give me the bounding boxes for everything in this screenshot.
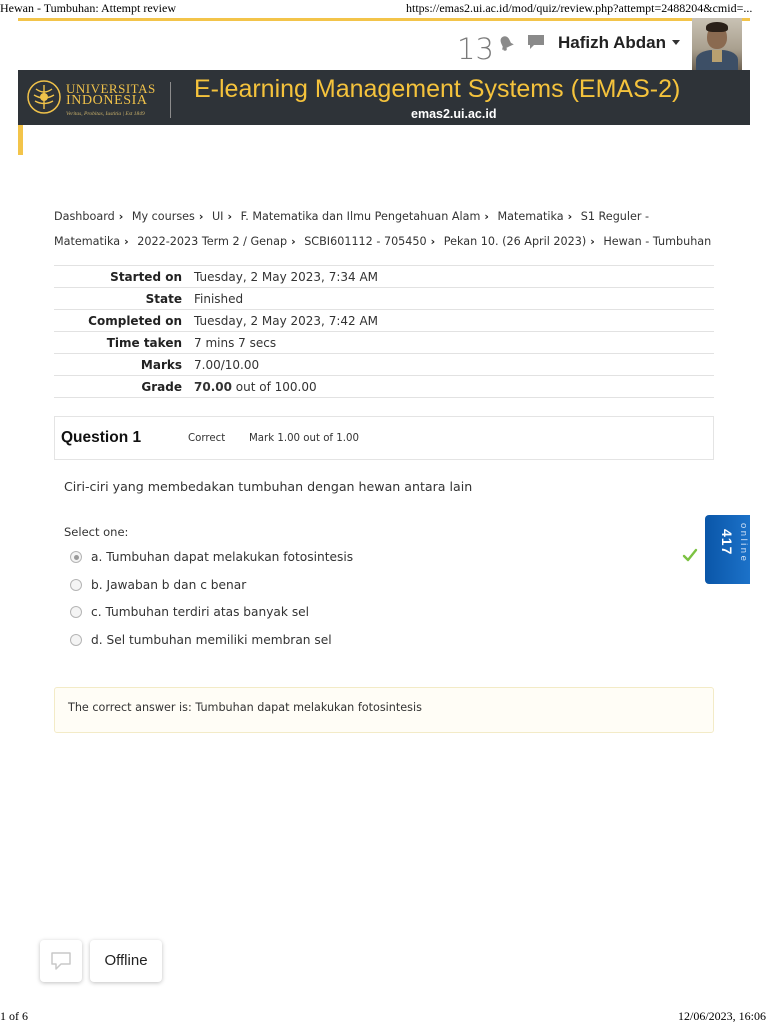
chat-status-offline[interactable]: Offline [90,940,162,982]
logo-text-universitas: UNIVERSITAS [66,81,156,96]
answer-option-label: c. Tumbuhan terdiri atas banyak sel [91,605,310,619]
chevron-right-icon: › [484,210,489,223]
site-subtitle: emas2.ui.ac.id [411,107,497,121]
chat-button[interactable] [40,940,82,982]
grade-score: 70.00 [194,379,232,394]
chevron-right-icon: › [590,235,595,248]
chat-bubble-icon [49,950,73,972]
table-row [54,354,714,376]
notification-count[interactable]: 13 [457,32,494,66]
answer-option-d[interactable] [70,631,332,649]
online-users-widget[interactable] [705,515,750,584]
table-row [54,266,714,288]
select-one-prompt: Select one: [64,525,129,539]
breadcrumb-item-term[interactable]: 2022-2023 Term 2 / Genap [137,235,288,248]
feedback-text: The correct answer is: Tumbuhan dapat melakukan fotosintesis [68,701,422,714]
breadcrumb-item-ui[interactable]: UI [211,210,224,223]
table-row [54,332,714,354]
breadcrumb-item-faculty[interactable]: F. Matematika dan Ilmu Pengetahuan Alam [240,210,481,223]
breadcrumb-item-course[interactable]: SCBI601112 - 705450 [304,235,427,248]
table-row [54,376,714,398]
table-row [54,288,714,310]
breadcrumb-item-matematika[interactable]: Matematika [497,210,564,223]
chevron-right-icon: › [291,235,296,248]
state-value: Finished [194,291,244,306]
radio-button[interactable] [70,579,82,591]
chevron-right-icon: › [124,235,129,248]
question-info-header [54,416,714,460]
completed-on-value: Tuesday, 2 May 2023, 7:42 AM [194,313,379,328]
question-mark: Mark 1.00 out of 1.00 [249,433,359,444]
state-label: State [145,291,182,306]
answer-option-label: a. Tumbuhan dapat melakukan fotosintesis [91,550,354,564]
top-accent-line [18,18,750,21]
grade-value [194,376,714,398]
breadcrumb-item-week[interactable]: Pekan 10. (26 April 2023) [443,235,587,248]
completed-on-label: Completed on [88,313,182,328]
radio-button-selected[interactable] [70,551,82,563]
correct-answer-feedback [54,687,714,733]
logo-text-indonesia: INDONESIA [66,93,148,108]
online-users-label: online [738,523,749,564]
site-title[interactable]: E-learning Management Systems (EMAS-2) [194,75,681,103]
user-menu-name[interactable]: Hafizh Abdan [558,33,666,52]
question-status: Correct [188,433,226,444]
started-on-value: Tuesday, 2 May 2023, 7:34 AM [194,269,379,284]
chevron-right-icon: › [118,210,124,223]
time-taken-label: Time taken [106,335,182,350]
marks-label: Marks [140,357,182,372]
grade-out-of: out of 100.00 [231,379,317,394]
answer-option-b[interactable] [70,576,246,594]
chevron-right-icon: › [198,210,204,223]
marks-value: 7.00/10.00 [194,357,260,372]
breadcrumb-item-my-courses[interactable]: My courses [131,210,195,223]
radio-button[interactable] [70,634,82,646]
answer-option-c[interactable] [70,603,309,621]
chevron-right-icon: › [227,210,233,223]
print-page-title: Hewan - Tumbuhan: Attempt review [0,1,176,15]
bell-icon[interactable] [497,34,515,52]
avatar[interactable] [692,18,742,70]
radio-button[interactable] [70,606,82,618]
side-accent-bar [18,125,23,155]
time-taken-value: 7 mins 7 secs [194,335,277,350]
print-page-url: https://emas2.ui.ac.id/mod/quiz/review.php?attempt=2488204&cmid=... [406,1,753,15]
chevron-right-icon: › [430,235,436,248]
table-row [54,310,714,332]
grade-label: Grade [141,379,182,394]
answer-option-label: d. Sel tumbuhan memiliki membran sel [91,633,332,647]
breadcrumb-item-quiz[interactable]: Hewan - Tumbuhan [603,235,712,248]
answer-option-a[interactable] [70,548,353,566]
answer-option-label: b. Jawaban b dan c benar [91,578,247,592]
university-seal-icon [26,79,62,115]
breadcrumb-item-s1-reguler[interactable]: S1 Reguler - Matematika [54,210,650,248]
started-on-label: Started on [110,269,182,284]
checkmark-icon [682,547,698,563]
chevron-down-icon[interactable] [672,40,680,45]
question-title: Question 1 [61,429,142,446]
attempt-summary-table [54,265,714,398]
banner-divider [170,82,171,118]
messages-icon[interactable] [526,33,546,51]
online-users-count: 417 [719,529,735,556]
breadcrumb [54,204,714,254]
chevron-right-icon: › [567,210,573,223]
print-page-number: 1 of 6 [0,1009,28,1023]
site-banner [18,70,750,125]
question-text: Ciri-ciri yang membedakan tumbuhan dengan hewan antara lain [64,479,473,494]
breadcrumb-item-dashboard[interactable]: Dashboard [54,210,115,223]
print-datetime: 12/06/2023, 16:06 [677,1009,766,1023]
logo-motto: Veritas, Probitas, Iustitia | Est 1849 [66,111,145,117]
